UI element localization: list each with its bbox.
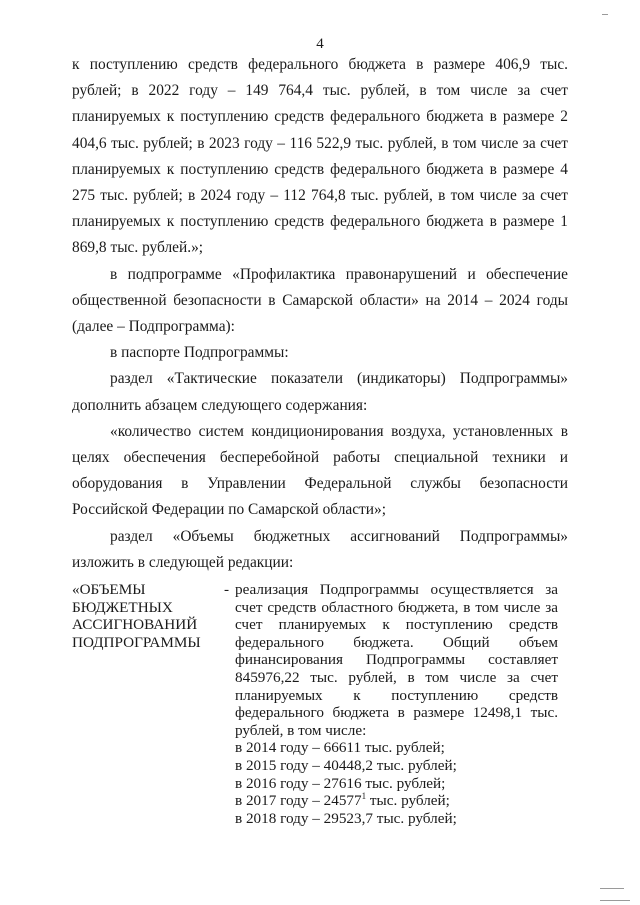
passport-label-line: БЮДЖЕТНЫХ: [72, 598, 173, 616]
year-funding-line: [235, 810, 558, 828]
year-funding-text: в 2015 году – 40448,2 тыс. рублей;: [235, 756, 457, 774]
year-funding-line: [235, 757, 558, 775]
year-funding-line: [235, 792, 558, 810]
year-funding-text: в 2014 году – 66611 тыс. рублей;: [235, 739, 445, 757]
passport-content: [235, 581, 558, 827]
passport-label-line: «ОБЪЕМЫ: [72, 581, 146, 598]
paragraph-continuation: к поступлению средств федерального бюджета в размере 406,9 тыс. рублей; в 2022 году – 149 764,4 тыс. рублей, в том числе за счет планируемых к поступлению средств федерального бюджета в размере 2 404,6 тыс. рублей; в 2023 году – 116 522,9 тыс. рублей, в том числе за счет планируемых к поступлению средств федерального бюджета в размере 4 275 тыс. рублей; в 2024 году – 112 764,8 тыс. рублей, в том числе за счет планируемых к поступлению средств федерального бюджета в размере 1 869,8 тыс. рублей.»;: [72, 56, 568, 257]
year-funding-text-after: тыс. рублей;: [366, 792, 450, 810]
year-funding-text: в 2018 году – 29523,7 тыс. рублей;: [235, 809, 457, 827]
paragraph-indicators-section: раздел «Тактические показатели (индикаторы) Подпрограммы» дополнить абзацем следующего содержания:: [72, 370, 568, 414]
scan-mark: [600, 900, 630, 901]
scan-mark: [602, 14, 608, 15]
paragraph-air-conditioning-quote: «количество систем кондиционирования воздуха, установленных в целях обеспечения бесперебойной работы специальной техники и оборудования в Управлении Федеральной службы безопасности Российской Федерации по Самарской области»;: [72, 422, 568, 519]
passport-label: [72, 581, 222, 651]
passport-dash: -: [224, 581, 230, 598]
paragraph-budget-section: раздел «Объемы бюджетных ассигнований Подпрограммы» изложить в следующей редакции:: [72, 527, 568, 571]
year-funding-line: [235, 739, 558, 757]
passport-label-line: АССИГНОВАНИЙ: [72, 616, 198, 634]
scan-mark: [600, 888, 624, 889]
footnote-marker: 1: [361, 791, 367, 802]
year-funding-text: в 2016 году – 27616 тыс. рублей;: [235, 774, 446, 792]
document-body: [72, 52, 568, 576]
page-number: 4: [316, 36, 324, 52]
paragraph-subprogram-intro: в подпрограмме «Профилактика правонарушений и обеспечение общественной безопасности в Самарской области» на 2014 – 2024 годы (далее – Подпрограмма):: [72, 265, 568, 336]
passport-main-text: реализация Подпрограммы осуществляется за счет средств областного бюджета, в том числе за счет планируемых к поступлению средств федерального бюджета. Общий объем финансирования Подпрограммы составляет 845976,22 тыс. рублей, в том числе за счет планируемых к поступлению средств федерального бюджета в размере 12498,1 тыс. рублей, в том числе:: [235, 581, 558, 739]
year-funding-text: в 2017 году – 24577: [235, 792, 362, 810]
year-funding-line: [235, 775, 558, 793]
paragraph-passport-intro: в паспорте Подпрограммы:: [110, 344, 289, 362]
passport-label-line: ПОДПРОГРАММЫ: [72, 633, 201, 651]
